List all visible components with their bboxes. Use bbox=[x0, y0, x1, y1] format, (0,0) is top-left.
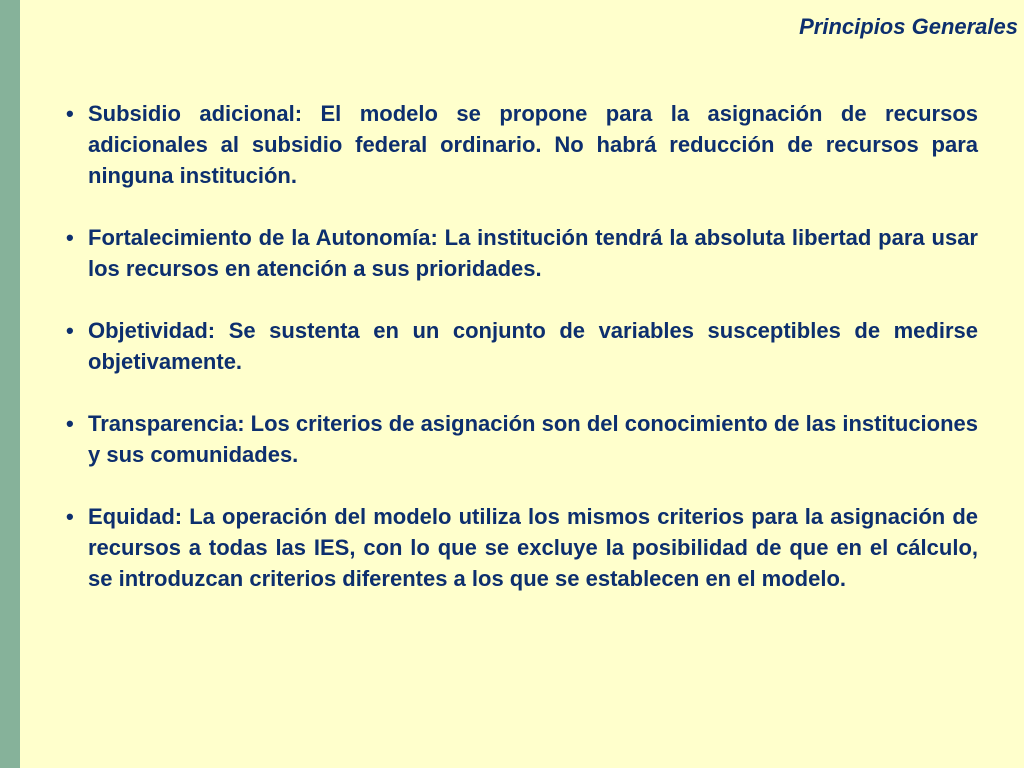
bullet-text: Fortalecimiento de la Autonomía: La institución tendrá la absoluta libertad para usar los recursos en atención a sus prioridades. bbox=[88, 225, 978, 281]
bullet-text: Objetividad: Se sustenta en un conjunto de variables susceptibles de medirse objetivamente. bbox=[88, 318, 978, 374]
bullet-item-equidad bbox=[66, 501, 978, 594]
bullet-item-objetividad bbox=[66, 315, 978, 377]
bullet-icon: • bbox=[66, 101, 74, 126]
bullet-icon: • bbox=[66, 504, 74, 529]
bullet-text: Subsidio adicional: El modelo se propone para la asignación de recursos adicionales al subsidio federal ordinario. No habrá reducción de recursos para ninguna institución. bbox=[88, 101, 978, 188]
bullet-icon: • bbox=[66, 318, 74, 343]
bullet-list bbox=[66, 98, 978, 625]
bullet-text: Transparencia: Los criterios de asignación son del conocimiento de las instituciones y sus comunidades. bbox=[88, 411, 979, 467]
bullet-text: Equidad: La operación del modelo utiliza los mismos criterios para la asignación de recursos a todas las IES, con lo que se excluye la posibilidad de que en el cálculo, se introduzcan criterios diferentes a los que se establecen en el modelo. bbox=[88, 504, 978, 591]
slide-title: Principios Generales bbox=[799, 14, 1018, 39]
side-accent-bar bbox=[0, 0, 20, 768]
bullet-item-subsidio bbox=[66, 98, 978, 191]
bullet-item-autonomia bbox=[66, 222, 978, 284]
bullet-item-transparencia bbox=[66, 408, 978, 470]
bullet-icon: • bbox=[66, 411, 74, 436]
bullet-icon: • bbox=[66, 225, 74, 250]
